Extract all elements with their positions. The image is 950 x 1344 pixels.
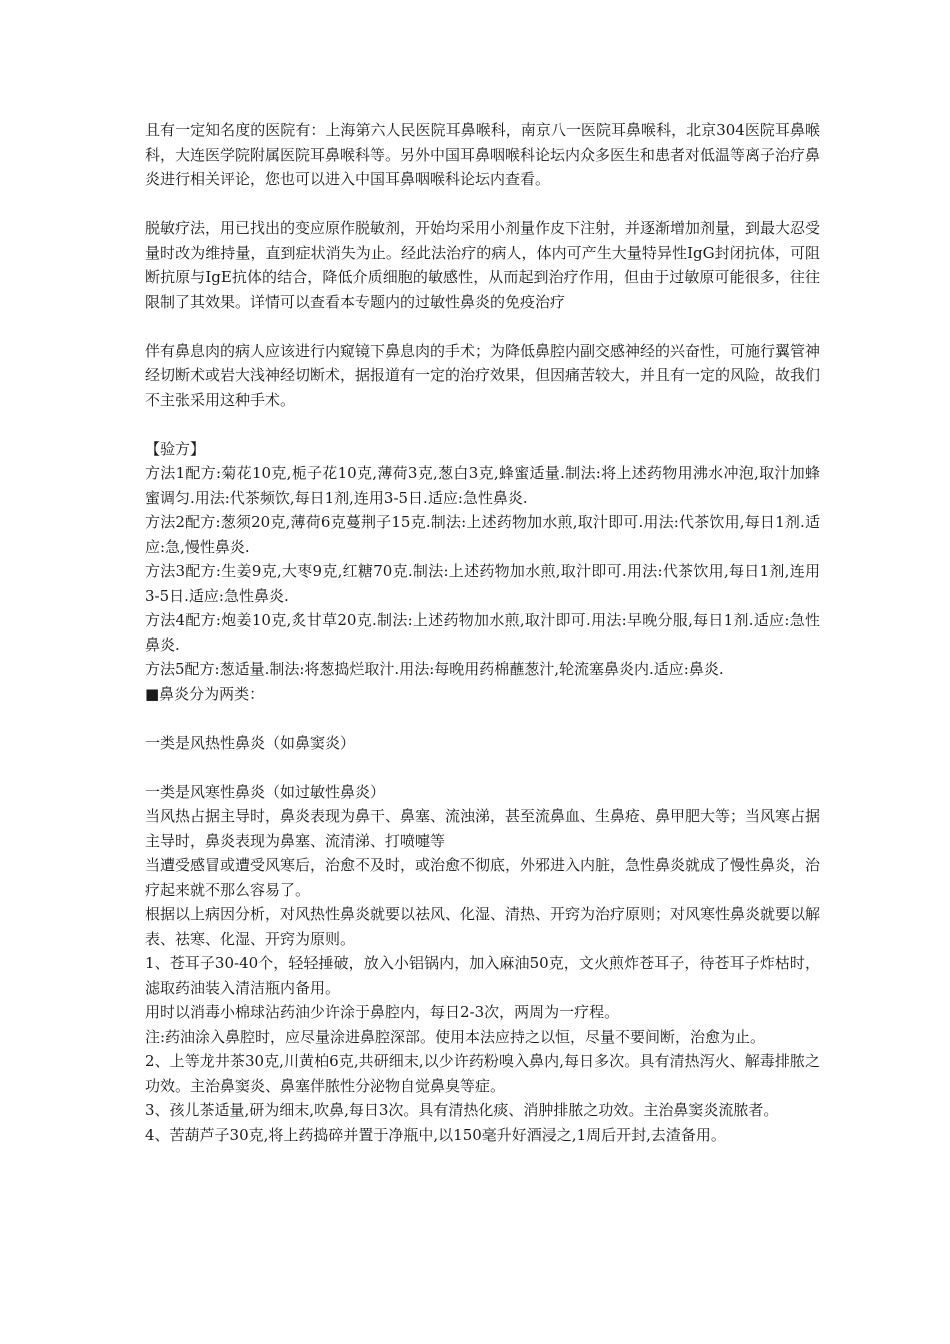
- paragraph: 一类是风热性鼻炎（如鼻窦炎）: [145, 733, 356, 752]
- paragraph: 一类是风寒性鼻炎（如过敏性鼻炎）: [145, 782, 386, 801]
- paragraph: 3、孩儿茶适量,研为细末,吹鼻,每日3次。具有清热化痰、消肿排脓之功效。主治鼻窦炎流脓者。: [145, 1101, 779, 1119]
- paragraph: 当遭受感冒或遭受风寒后，治愈不及时，或治愈不彻底，外邪进入内脏，急性鼻炎就成了慢性鼻炎，治疗起来就不那么容易了。: [145, 856, 821, 899]
- paragraph: 【验方】: [145, 439, 206, 458]
- paragraph: 1、苍耳子30-40个，轻轻捶破，放入小铝锅内，加入麻油50克，文火煎炸苍耳子，待苍耳子炸枯时，滤取药油装入清洁瓶内备用。: [145, 954, 820, 997]
- paragraph: 方法3配方:生姜9克,大枣9克,红糖70克.制法:上述药物加水煎,取汁即可.用法:代茶饮用,每日1剂,连用3-5日.适应:急性鼻炎.: [145, 562, 820, 605]
- paragraph: 4、苦葫芦子30克,将上药捣碎并置于净瓶中,以150毫升好酒浸之,1周后开封,去渣备用。: [145, 1125, 726, 1144]
- paragraph: 方法4配方:炮姜10克,炙甘草20克.制法:上述药物加水煎,取汁即可.用法:早晚分服,每日1剂.适应:急性鼻炎.: [145, 611, 820, 654]
- paragraph-gap: [145, 706, 820, 731]
- paragraph: 当风热占据主导时，鼻炎表现为鼻干、鼻塞、流浊涕，甚至流鼻血、生鼻疮、鼻甲肥大等；当风寒占据主导时，鼻炎表现为鼻塞、流清涕、打喷嚏等: [145, 807, 821, 850]
- paragraph: 方法2配方:葱须20克,薄荷6克蔓荆子15克.制法:上述药物加水煎,取汁即可.用法:代茶饮用,每日1剂.适应:急,慢性鼻炎.: [145, 513, 820, 556]
- paragraph: 用时以消毒小棉球沾药油少许涂于鼻腔内，每日2-3次，两周为一疗程。: [145, 1003, 620, 1021]
- paragraph: ■鼻炎分为两类：: [145, 684, 265, 703]
- paragraph: 2、上等龙井茶30克,川黄柏6克,共研细末,以少许药粉嗅入鼻内,每日多次。具有清热泻火、解毒排脓之功效。主治鼻窦炎、鼻塞伴脓性分泌物自觉鼻臭等症。: [145, 1052, 820, 1095]
- paragraph-gap: [145, 412, 820, 437]
- paragraph: 伴有鼻息肉的病人应该进行内窥镜下鼻息肉的手术；为降低鼻腔内副交感神经的兴奋性，可施行翼管神经切断术或岩大浅神经切断术，据报道有一定的治疗效果，但因痛苦较大，并且有一定的风险，故我们不主张采用这种手术。: [145, 341, 821, 409]
- paragraph: 方法5配方:葱适量.制法:将葱捣烂取汁.用法:每晚用药棉蘸葱汁,轮流塞鼻炎内.适应:鼻炎.: [145, 660, 724, 678]
- paragraph: 方法1配方:菊花10克,栀子花10克,薄荷3克,葱白3克,蜂蜜适量.制法:将上述药物用沸水冲泡,取汁加蜂蜜调匀.用法:代茶频饮,每日1剂,连用3-5日.适应:急性鼻炎.: [145, 464, 820, 507]
- paragraph-gap: [145, 314, 820, 339]
- paragraph: 根据以上病因分析，对风热性鼻炎就要以祛风、化湿、清热、开窍为治疗原则；对风寒性鼻炎就要以解表、祛寒、化湿、开窍为原则。: [145, 905, 821, 948]
- paragraph: 脱敏疗法，用已找出的变应原作脱敏剂，开始均采用小剂量作皮下注射，并逐渐增加剂量，到最大忍受量时改为维持量，直到症状消失为止。经此法治疗的病人，体内可产生大量特异性IgG封闭抗体，可阻断抗原与IgE抗体的结合，降低介质细胞的敏感性，从而起到治疗作用，但由于过敏原可能很多，往往限制了其效果。详情可以查看本专题内的过敏性鼻炎的免疫治疗: [145, 219, 821, 311]
- paragraph-gap: [145, 192, 820, 217]
- paragraph: 且有一定知名度的医院有：上海第六人民医院耳鼻喉科，南京八一医院耳鼻喉科，北京304医院耳鼻喉科，大连医学院附属医院耳鼻喉科等。另外中国耳鼻咽喉科论坛内众多医生和患者对低温等离子治疗鼻炎进行相关评论，您也可以进入中国耳鼻咽喉科论坛内查看。: [145, 121, 821, 188]
- paragraph-gap: [145, 755, 820, 780]
- paragraph: 注:药油涂入鼻腔时，应尽量涂进鼻腔深部。使用本法应持之以恒，尽量不要间断，治愈为止。: [145, 1027, 766, 1046]
- document-body: [145, 118, 820, 1147]
